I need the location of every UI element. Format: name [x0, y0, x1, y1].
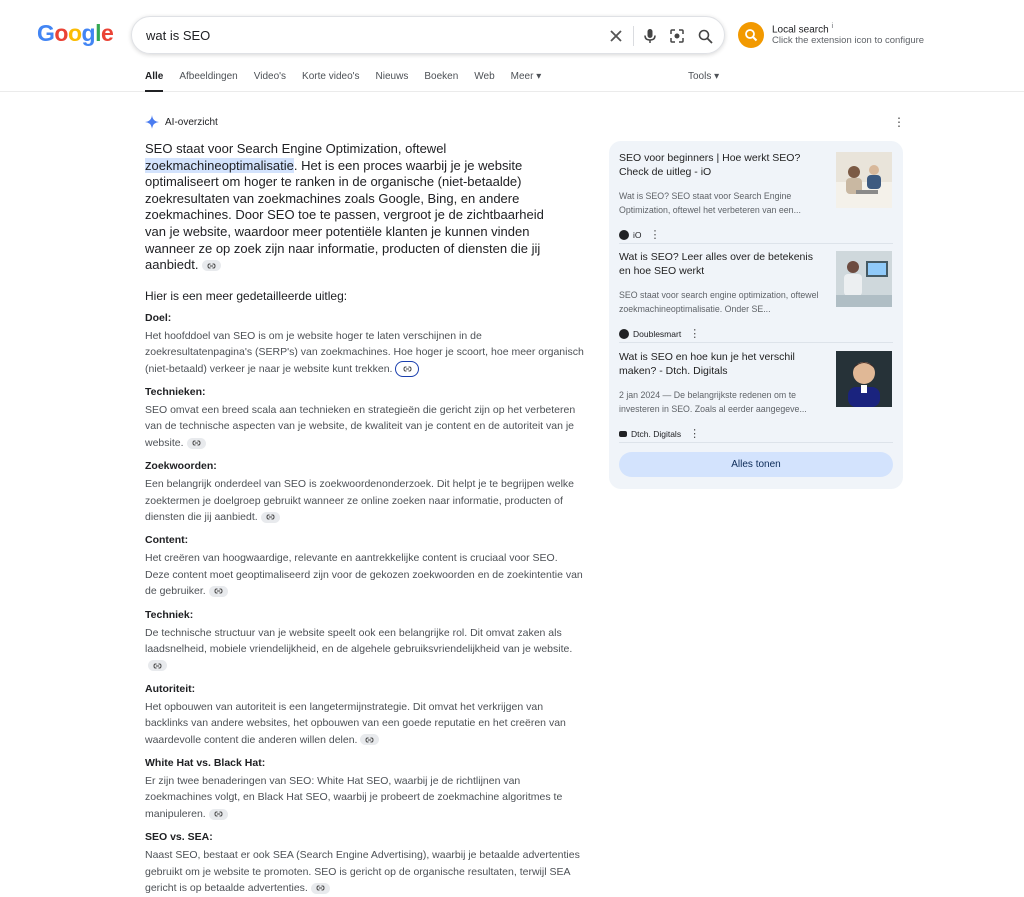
section-title: SEO vs. SEA:	[145, 831, 213, 844]
tools-button[interactable]: Tools ▾	[688, 71, 720, 82]
detail-sections	[145, 311, 584, 897]
detail-section	[145, 683, 565, 748]
source-link-chip[interactable]	[148, 660, 167, 671]
section-body	[145, 476, 585, 525]
section-body	[145, 328, 585, 377]
site-favicon-icon	[619, 230, 629, 240]
tab-korte-video-s[interactable]: Korte video's	[302, 71, 360, 82]
local-search-extension-icon[interactable]	[738, 22, 764, 48]
site-favicon-icon	[619, 329, 629, 339]
source-link-chip[interactable]	[360, 734, 379, 745]
source-card[interactable]	[619, 351, 893, 443]
logo-letter: l	[95, 20, 101, 46]
section-text: Er zijn twee benaderingen van SEO: White Hat SEO, waarbij je de richtlijnen van zoekmachines volgt, en Black Hat SEO, waarbij je probeert de zoekmachine algoritmes te manipuleren.	[145, 775, 563, 820]
logo-letter: o	[54, 20, 68, 46]
source-more-icon[interactable]: ⋮	[689, 328, 701, 340]
source-title[interactable]: Wat is SEO? Leer alles over de betekenis en hoe SEO werkt	[619, 251, 813, 277]
site-favicon-icon	[619, 431, 627, 437]
show-all-button[interactable]: Alles tonen	[619, 452, 893, 477]
search-icon[interactable]	[695, 26, 715, 46]
section-title: Techniek:	[145, 608, 194, 621]
ai-overview-label: AI-overzicht	[165, 116, 218, 128]
section-title: Autoriteit:	[145, 682, 196, 695]
section-body	[145, 847, 585, 896]
section-body	[145, 550, 585, 599]
source-meta	[619, 228, 661, 241]
section-text: Een belangrijk onderdeel van SEO is zoekwoordenonderzoek. Dit helpt je te begrijpen welke zoektermen je doelgroep gebruikt wanneer ze online zoeken naar informatie, producten of diensten die jij aanbiedt.	[145, 478, 575, 523]
detail-subheading: Hier is een meer gedetailleerde uitleg:	[145, 288, 348, 303]
section-title: Zoekwoorden:	[145, 460, 217, 473]
extension-subtitle: Click the extension icon to configure	[772, 35, 925, 46]
source-link-chip[interactable]	[209, 586, 228, 597]
source-snippet: 2 jan 2024 — De belangrijkste redenen om te investeren in SEO. Zoals al eerder aangegeve...	[619, 390, 807, 414]
source-site: Dtch. Digitals	[631, 428, 682, 439]
source-site: Doublesmart	[633, 328, 682, 339]
extension-title: Local search $^i$	[772, 23, 834, 36]
source-site: iO	[633, 229, 642, 240]
section-text: De technische structuur van je website speelt ook een belangrijke rol. Dit omvat zaken als laadsnelheid, mobiele vriendelijkheid, en de algehele gebruiksvriendelijkheid van je website.	[145, 626, 573, 656]
section-title: Technieken:	[145, 385, 206, 398]
logo-letter: e	[100, 20, 114, 46]
source-more-icon[interactable]: ⋮	[649, 229, 661, 241]
more-options-icon[interactable]: ⋮	[893, 115, 905, 129]
logo-letter: G	[37, 20, 55, 46]
source-snippet: Wat is SEO? SEO staat voor Search Engine Optimization, oftewel het verbeteren van een...	[619, 191, 801, 215]
detail-section	[145, 311, 584, 377]
section-body	[145, 773, 585, 822]
tab-video-s[interactable]: Video's	[253, 71, 287, 82]
source-title[interactable]: Wat is SEO en hoe kun je het verschil maken? - Dtch. Digitals	[619, 351, 795, 377]
detail-section	[145, 534, 583, 599]
section-text: SEO omvat een breed scala aan technieken en strategieën die gericht zijn op het verbeteren van de technische aspecten van je website, de kwaliteit van je content en de autoriteit van je website.	[145, 403, 576, 449]
section-title: Content:	[145, 534, 189, 547]
section-text: Het creëren van hoogwaardige, relevante en aantrekkelijke content is cruciaal voor SEO. Deze content moet geoptimaliseerd zijn voor de gekozen zoekwoorden en de zoekintentie van de gebruiker.	[145, 552, 583, 598]
section-text: Naast SEO, bestaat er ook SEA (Search Engine Advertising), waarbij je betaalde advertenties gebruikt om je website te promoten. SEO is gericht op de organische resultaten, terwijl SEA gericht is op betaalde advertenties.	[145, 849, 580, 895]
source-thumbnail[interactable]	[836, 351, 892, 407]
sources-panel	[609, 141, 903, 489]
source-link-chip[interactable]	[187, 438, 206, 449]
section-body	[145, 402, 585, 451]
source-link-chip[interactable]	[311, 883, 330, 894]
source-thumbnail[interactable]	[836, 152, 892, 208]
detail-section	[145, 831, 580, 896]
detail-section	[145, 757, 565, 822]
tab-boeken[interactable]: Boeken	[424, 71, 459, 82]
detail-section	[145, 460, 575, 525]
info-icon: i	[831, 23, 834, 30]
ai-overview-content	[145, 141, 584, 897]
intro-highlight: zoekmachineoptimalisatie	[145, 157, 294, 173]
search-input[interactable]: wat is SEO	[146, 28, 211, 43]
source-more-icon[interactable]: ⋮	[689, 428, 701, 440]
tab-web[interactable]: Web	[474, 71, 495, 82]
source-link-chip[interactable]	[395, 361, 419, 377]
google-logo[interactable]	[37, 20, 113, 47]
source-meta	[619, 327, 700, 340]
search-box[interactable]	[131, 16, 725, 54]
source-snippet: SEO staat voor search engine optimization, oftewel zoekmachineoptimalisatie. Onder SE...	[619, 290, 819, 314]
source-link-chip[interactable]	[209, 809, 228, 820]
lens-camera-icon[interactable]	[667, 26, 687, 46]
tab-alle[interactable]: Alle	[145, 71, 163, 92]
section-title: White Hat vs. Black Hat:	[145, 757, 266, 770]
search-tabs	[145, 71, 557, 92]
detail-section	[145, 385, 576, 451]
intro-text-start: SEO staat voor Search Engine Optimization, oftewel	[145, 141, 447, 156]
tab-afbeeldingen[interactable]: Afbeeldingen	[179, 71, 238, 82]
section-body	[145, 699, 585, 748]
gemini-sparkle-icon	[145, 115, 159, 129]
intro-text-end: . Het is een proces waarbij je je website optimaliseert om hoger te ranken in de organische (niet-betaalde) zoekresultaten van zoekmachines zoals Google, Bing, en andere zoekmachines. Door SEO toe te passen, vergroot je de zichtbaarheid van je website, waardoor meer potentiële klanten je kunnen vinden wanneer ze op zoek zijn naar informatie, producten of diensten die jij aanbiedt.	[145, 157, 544, 273]
source-card[interactable]	[619, 251, 893, 343]
section-text: Het opbouwen van autoriteit is een langetermijnstrategie. Dit omvat het verkrijgen van backlinks van andere websites, het opbouwen van een goede reputatie en het creëren van waardevolle content die anderen willen delen.	[145, 700, 566, 746]
microphone-icon[interactable]	[640, 26, 660, 46]
source-card[interactable]	[619, 152, 893, 244]
header	[0, 0, 1024, 92]
clear-icon[interactable]	[606, 26, 626, 46]
tab-meer[interactable]: Meer ▾	[510, 71, 542, 82]
tab-nieuws[interactable]: Nieuws	[375, 71, 409, 82]
detail-section	[145, 608, 573, 674]
source-link-chip[interactable]	[202, 260, 221, 271]
section-body	[145, 625, 585, 674]
source-meta	[619, 427, 700, 440]
source-title[interactable]: SEO voor beginners | Hoe werkt SEO? Check de uitleg - iO	[619, 152, 801, 178]
logo-letter: g	[81, 20, 96, 46]
section-title: Doel:	[145, 311, 172, 324]
ai-overview-header	[145, 115, 218, 129]
source-thumbnail[interactable]	[836, 251, 892, 307]
logo-letter: o	[67, 20, 82, 46]
source-link-chip[interactable]	[261, 512, 280, 523]
section-text: Het hoofddoel van SEO is om je website hoger te laten verschijnen in de zoekresultatenpagina's (SERP's) van zoekmachines. Hoe hoger je scoort, hoe meer organisch (niet-betaald) verkeer je naar je website kunt trekken.	[145, 329, 584, 375]
ai-overview-intro	[145, 141, 565, 274]
search-divider	[633, 26, 634, 46]
